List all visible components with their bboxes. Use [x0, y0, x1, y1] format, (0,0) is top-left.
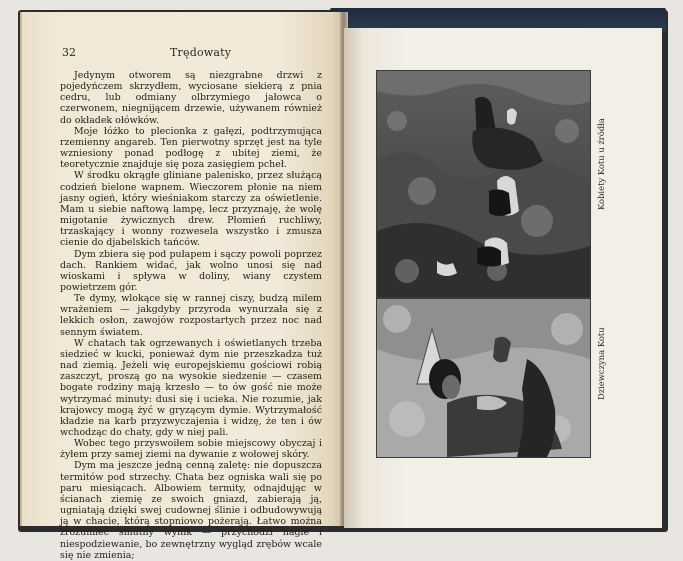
- photo-caption-women-at-spring: Kobiety Kotu u źródła: [596, 118, 606, 210]
- paragraph: Wobec tego przyswoiłem sobie miejscowy obyczaj i żyłem przy samej ziemi na dywanie z wołowej skóry.: [60, 438, 322, 461]
- photo-women-at-spring-image: [377, 71, 590, 297]
- photo-women-at-spring: [376, 70, 591, 298]
- paragraph: Dym zbiera się pod pułapem i sączy powoli poprzez dach. Rankiem widać, jak wolno unosi się nad wioskami i spływa w doliny, wiany czystem powietrzem gór.: [60, 248, 322, 293]
- photo-caption-kotu-girl: Dziewczyna Kotu: [596, 327, 606, 400]
- body-text: [60, 70, 322, 561]
- paragraph: W środku okrągłe gliniane palenisko, przez służącą codzień bielone wapnem. Wieczorem płonie na niem jasny ogień, który wieśniakom starczy za oświetlenie. Mam u siebie naftową lampę, lecz przyznaję, że wolę migotanie żywicznych drew. Płomień ruchliwy, trzaskający i wonny rozwesela wszystko i zmusza cienie do djabelskich tańców.: [60, 170, 322, 249]
- page-number: 32: [62, 46, 76, 59]
- paragraph: Jedynym otworem są niezgrabne drzwi z pojedyńczem skrzydłem, wyciosane siekierą z pnia cedru, lub odmiany olbrzymiego jałowca o czerwonem, niegnijącem drzewie, używanem również do okładek ołówków.: [60, 70, 322, 126]
- photo-kotu-girl: [376, 298, 591, 458]
- paragraph: Dym ma jeszcze jedną cenną zaletę: nie dopuszcza termitów pod strzechy. Chata bez ogniska wali się po paru miesiącach. Albowiem termity, odnajdując w ścianach ziemię ze swoich gniazd, zabierają ją, ugniatają dzięki swej cudownej ślinie i odbudowywują ją w chacie, którą stopniowo pożerają. Łatwo można zrozumieć smutny wynik — przychodzi nagle i niespodziewanie, bo zewnętrzny wygląd zrębów wcale się nie zmienia;: [60, 460, 322, 561]
- paragraph: Moje łóżko to plecionka z gałęzi, podtrzymująca rzemienny angareb. Ten pierwotny sprzęt jest na tyle wzniesiony ponad podłogę z ubitej ziemi, że teoretycznie znajduje się poza zasięgiem pcheł.: [60, 125, 322, 171]
- paragraph: W chatach tak ogrzewanych i oświetlanych trzeba siedzieć w kucki, ponieważ dym nie przeszkadza tuż nad ziemią. Jeżeli wię europejskiemu gościowi robią zaszczyt, proszą go na wysokie siedzenie — czasem bogate rodziny mają krzesło — to ów gość nie może wytrzymać minuty: dusi się i ucieka. Nie rozumie, jak krajowcy mogą żyć w gryzącym dymie. Wytrzymałość kładzie na karb przyzwyczajenia i widzę, że ten i ów wchodząc do chaty, gdy w niej pali.: [60, 337, 322, 438]
- photo-kotu-girl-image: [377, 299, 590, 457]
- paragraph: Te dymy, wlokące się w rannej ciszy, budzą milem wrażeniem — jakgdyby przyroda wynurzała się z lekkich osłon, zawojów rozpostartych przez noc nad sennym światem.: [60, 293, 322, 338]
- running-title: Trędowaty: [170, 46, 232, 59]
